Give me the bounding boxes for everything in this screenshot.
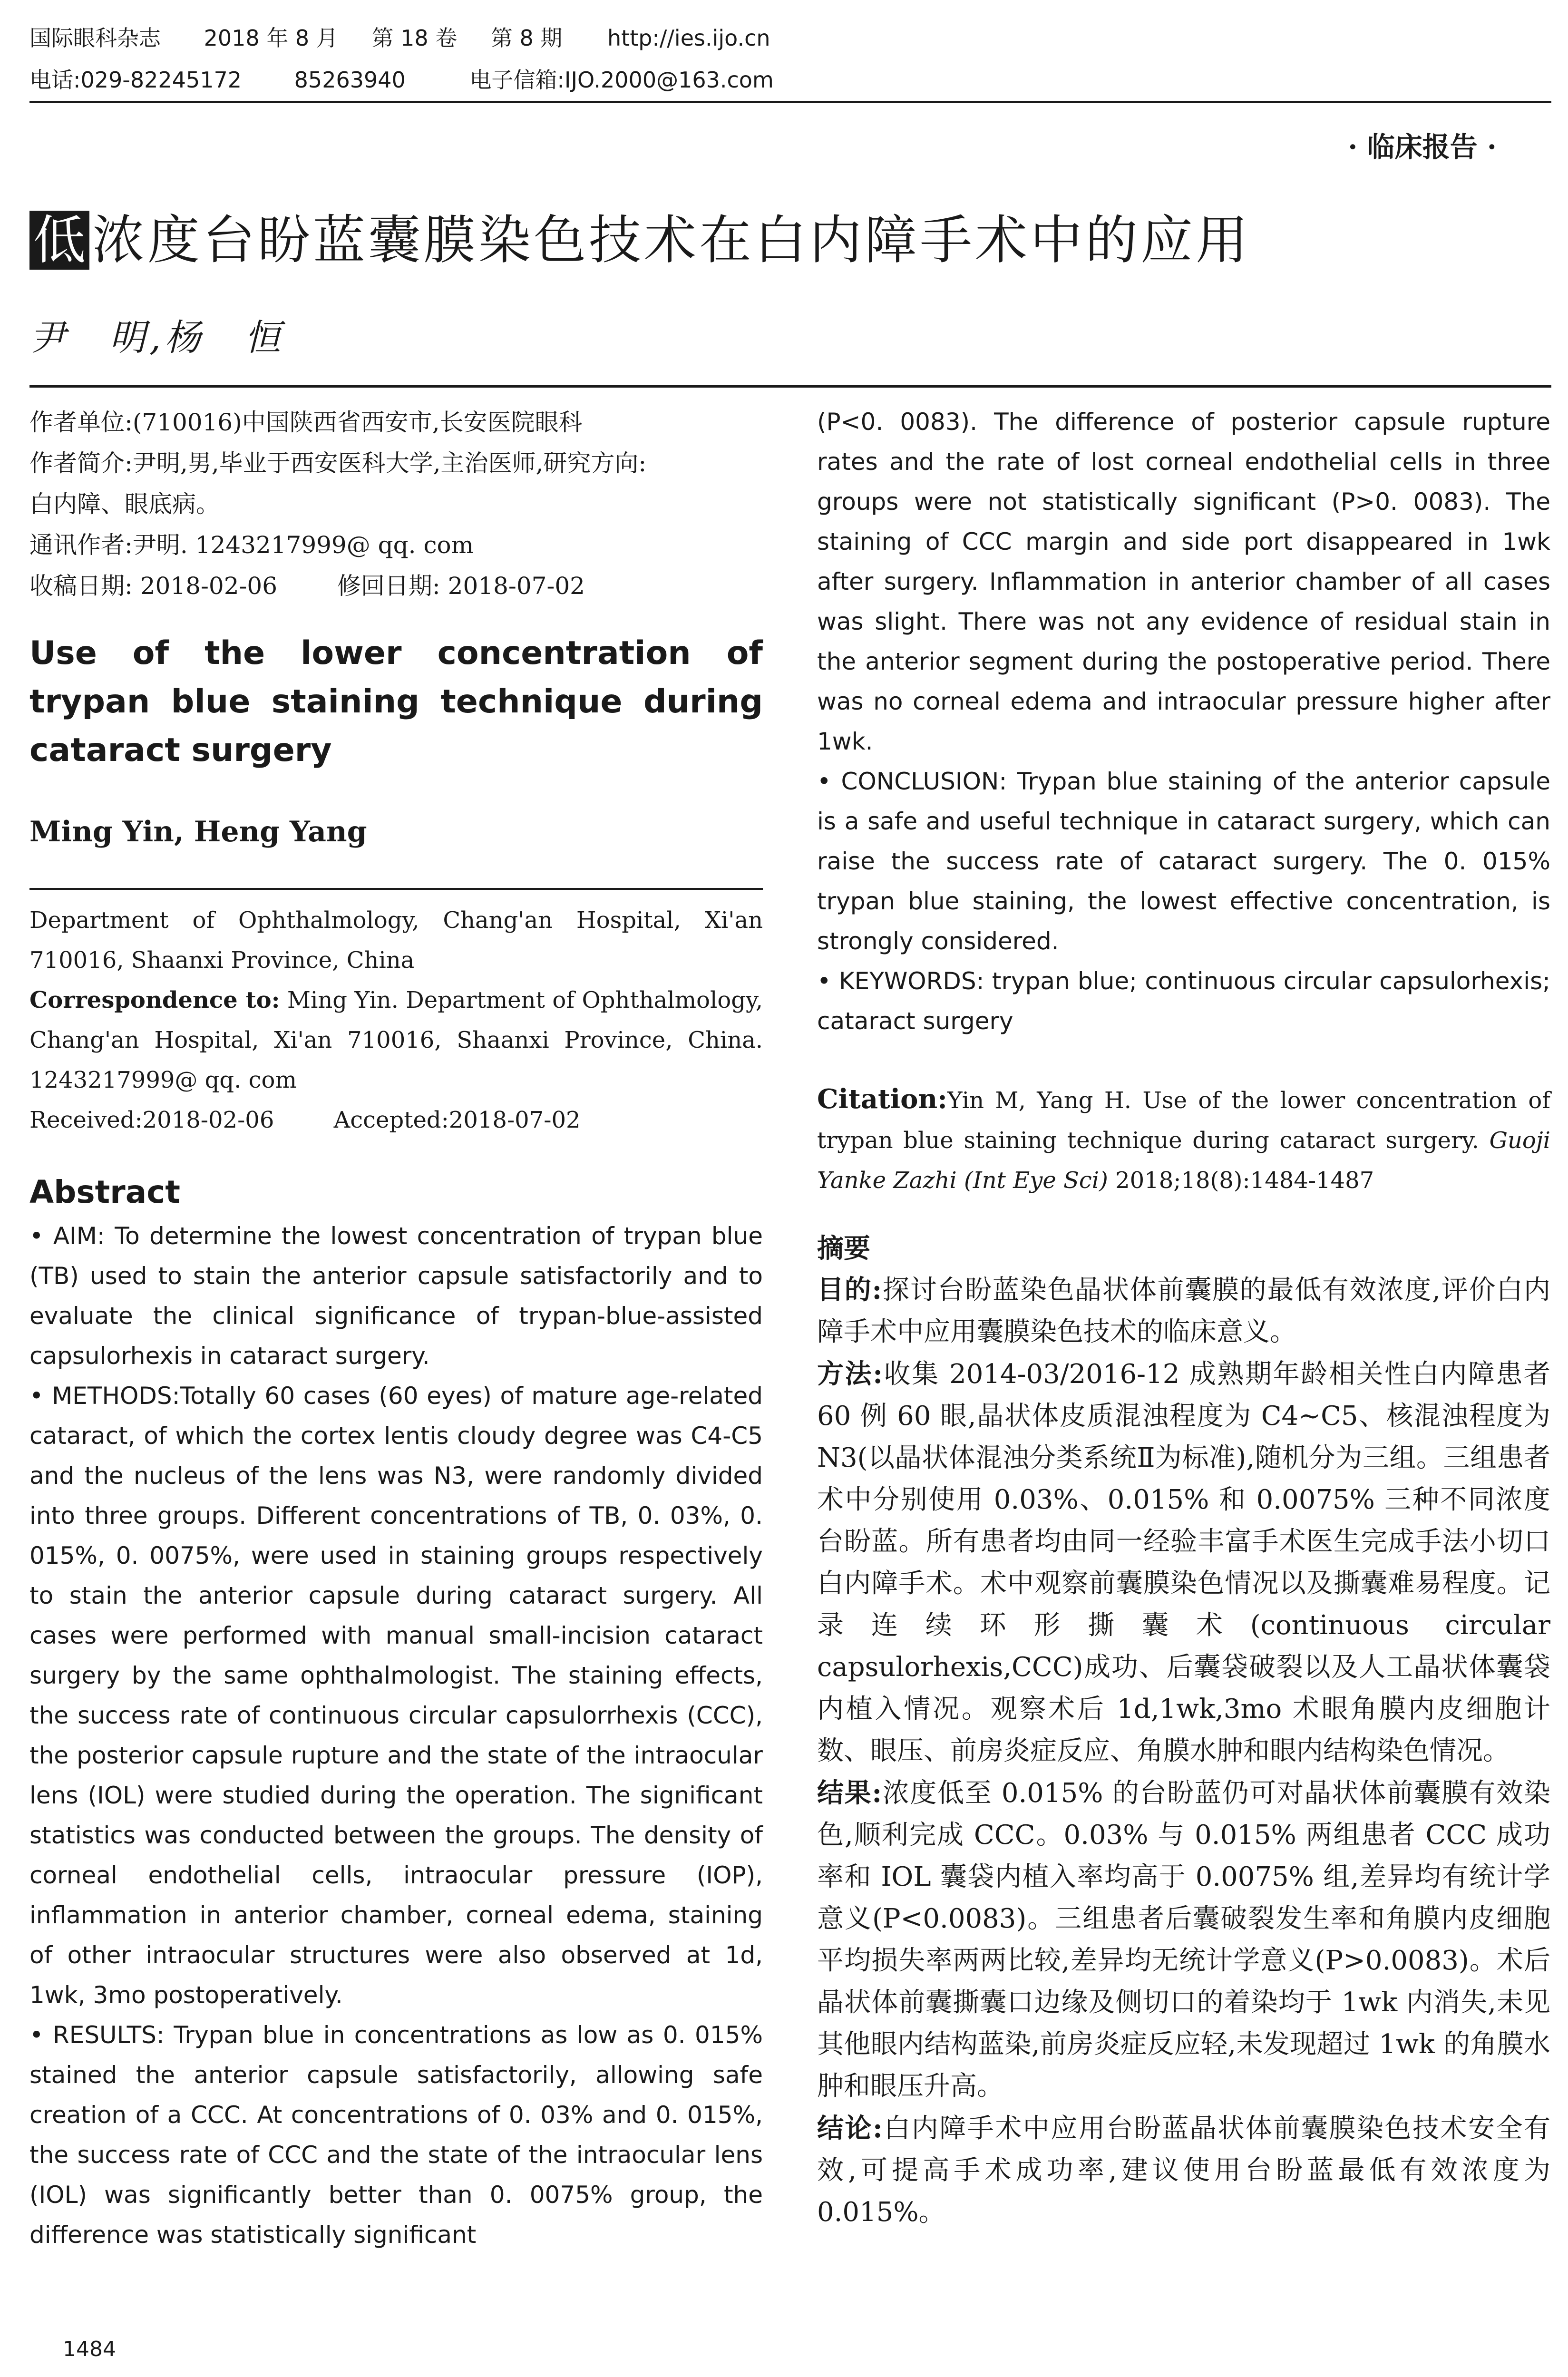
cn-results-text: 浓度低至 0.015% 的台盼蓝仍可对晶状体前囊膜有效染色,顺利完成 CCC。0.03% 与 0.015% 两组患者 CCC 成功率和 IOL 囊袋内植入率均高于 0.0075% 组,差异均有统计学意义(P<0.0083)。三组患者后囊破裂发生率和角膜内皮细胞平均损失率两两比较,差异均无统计学意义(P>0.0083)。术后晶状体前囊撕囊口边缘及侧切口的着染均于 1wk 内消失,未见其他眼内结构蓝染,前房炎症反应轻,未发现超过 1wk 的角膜水肿和眼压升高。	[817, 1778, 1550, 2102]
cn-abstract-results	[817, 1772, 1550, 2107]
dates-en	[29, 1100, 763, 1140]
accepted-en: Accepted:2018-07-02	[333, 1107, 581, 1133]
received-en: Received:2018-02-06	[29, 1107, 274, 1133]
cn-methods-label: 方法:	[817, 1358, 883, 1390]
cn-abstract-conclusion	[817, 2107, 1550, 2233]
received-cn: 收稿日期: 2018-02-06	[29, 572, 278, 600]
running-header-line-1	[29, 24, 770, 52]
cn-abstract-aim	[817, 1269, 1550, 1353]
cn-conclusion-text: 白内障手术中应用台盼蓝晶状体前囊膜染色技术安全有效,可提高手术成功率,建议使用台盼蓝最低有效浓度为 0.015%。	[817, 2113, 1551, 2228]
correspondence-text: Ming Yin. Department of Ophthalmology, Chang'an Hospital, Xi'an 710016, Shaanxi Province, China. 1243217999@ qq. com	[29, 987, 763, 1093]
citation-text: Yin M, Yang H. Use of the lower concentration of trypan blue staining technique during cataract surgery.	[817, 1087, 1550, 1154]
issue-date: 2018 年 8 月	[204, 25, 338, 51]
citation-journal: Guoji Yanke Zazhi (Int Eye Sci)	[817, 1127, 1550, 1194]
cn-aim-label: 目的:	[817, 1274, 882, 1305]
section-label: · 临床报告 ·	[1348, 131, 1497, 163]
abstract-heading: Abstract	[29, 1174, 180, 1210]
en-meta	[29, 900, 763, 1140]
department-en: Department of Ophthalmology, Chang'an Hospital, Xi'an 710016, Shaanxi Province, China	[29, 907, 763, 974]
left-column	[29, 402, 763, 2255]
correspondence-en	[29, 980, 763, 1100]
header-rule	[29, 101, 1551, 103]
volume: 第 18 卷	[371, 25, 458, 51]
abstract-methods: • METHODS:Totally 60 cases (60 eyes) of mature age-related cataract, of which the cortex lentis cloudy degree was C4-C5 and the nucleus of the lens was N3, were randomly divided into three groups. Different concentrations of TB, 0. 03%, 0. 015%, 0. 0075%, were used in staining groups respectively to stain the anterior capsule during cataract surgery. All cases were performed with manual small-incision cataract surgery by the same ophthalmologist. The staining effects, the success rate of continuous circular capsulorrhexis (CCC), the posterior capsule rupture and the state of the intraocular lens (IOL) were studied during the operation. The significant statistics was conducted between the groups. The density of corneal endothelial cells, intraocular pressure (IOP), inflammation in anterior chamber, corneal edema, staining of other intraocular structures were also observed at 1d, 1wk, 3mo postoperatively.	[29, 1382, 763, 2009]
title-cn	[29, 205, 1251, 276]
cn-methods-text: 收集 2014-03/2016-12 成熟期年龄相关性白内障患者 60 例 60 眼,晶状体皮质混浊程度为 C4~C5、核混浊程度为 N3(以晶状体混浊分类系统Ⅱ为标准),随机分为三组。三组患者术中分别使用 0.03%、0.015% 和 0.0075% 三种不同浓度台盼蓝。所有患者均由同一经验丰富手术医生完成手法小切口白内障手术。术中观察前囊膜染色情况以及撕囊难易程度。记录连续环形撕囊术(continuous circular capsulorhexis,CCC)成功、后囊袋破裂以及人工晶状体囊袋内植入情况。观察术后 1d,1wk,3mo 术眼角膜内皮细胞计数、眼压、前房炎症反应、角膜水肿和眼内结构染色情况。	[817, 1359, 1551, 1766]
citation-label: Citation:	[817, 1083, 947, 1115]
page-number: 1484	[63, 2337, 116, 2361]
citation	[817, 1079, 1550, 1200]
citation-details: 2018;18(8):1484-1487	[1108, 1167, 1374, 1194]
title-rest: 浓度台盼蓝囊膜染色技术在白内障手术中的应用	[92, 210, 1251, 271]
authors-rule	[29, 888, 763, 890]
running-header-line-2	[29, 66, 774, 94]
journal-url: http://ies.ijo.cn	[607, 25, 770, 51]
issue-number: 第 8 期	[490, 25, 563, 51]
authors-en: Ming Yin, Heng Yang	[29, 815, 367, 848]
cn-conclusion-label: 结论:	[817, 2113, 883, 2144]
email: 电子信箱:IJO.2000@163.com	[469, 67, 774, 93]
author-bio-1: 作者简介:尹明,男,毕业于西安医科大学,主治医师,研究方向:	[29, 449, 647, 477]
corresponding-author: 通讯作者:尹明. 1243217999@ qq. com	[29, 531, 474, 559]
title-en: Use of the lower concentration of trypan blue staining technique during cataract surgery	[29, 634, 763, 769]
journal-name: 国际眼科杂志	[29, 25, 161, 51]
author-bio-2: 白内障、眼底病。	[29, 490, 220, 518]
author-unit: 作者单位:(710016)中国陕西省西安市,长安医院眼科	[29, 409, 583, 436]
cn-abstract-methods	[817, 1353, 1550, 1772]
abstract-results: • RESULTS: Trypan blue in concentrations as low as 0. 015% stained the anterior capsule satisfactorily, allowing safe creation of a CCC. At concentrations of 0. 03% and 0. 015%, the success rate of CCC and the state of the intraocular lens (IOL) was significantly better than 0. 0075% group, the difference was statistically significant	[29, 2021, 763, 2249]
abstract-results-continued: (P<0. 0083). The difference of posterior capsule rupture rates and the rate of lost corneal endothelial cells in three groups were not statistically significant (P>0. 0083). The staining of CCC margin and side port disappeared in 1wk after surgery. Inflammation in anterior chamber of all cases was slight. There was not any evidence of residual stain in the anterior segment during the postoperative period. There was no corneal edema and intraocular pressure higher after 1wk.	[817, 408, 1550, 755]
revised-cn: 修回日期: 2018-07-02	[337, 572, 585, 600]
right-column	[817, 402, 1550, 2233]
phone: 电话:029-82245172	[29, 67, 242, 93]
cn-abstract-heading: 摘要	[817, 1233, 870, 1264]
cn-meta	[29, 402, 763, 606]
abstract-aim: • AIM: To determine the lowest concentration of trypan blue (TB) used to stain the anterior capsule satisfactorily and to evaluate the clinical significance of trypan-blue-assisted capsulorhexis in cataract surgery.	[29, 1222, 763, 1370]
abstract-conclusion: • CONCLUSION: Trypan blue staining of the anterior capsule is a safe and useful technique in cataract surgery, which can raise the success rate of cataract surgery. The 0. 015% trypan blue staining, the lowest effective concentration, is strongly considered.	[817, 768, 1550, 955]
cn-results-label: 结果:	[817, 1777, 882, 1809]
title-first-char: 低	[29, 211, 89, 270]
phone-2: 85263940	[294, 67, 406, 93]
dates-cn	[29, 565, 763, 606]
title-rule	[29, 385, 1551, 388]
authors-cn: 尹 明,杨 恒	[29, 316, 285, 359]
abstract-keywords: • KEYWORDS: trypan blue; continuous circular capsulorhexis; cataract surgery	[817, 967, 1550, 1035]
correspondence-label: Correspondence to:	[29, 987, 280, 1013]
cn-aim-text: 探讨台盼蓝染色晶状体前囊膜的最低有效浓度,评价白内障手术中应用囊膜染色技术的临床意义。	[817, 1275, 1550, 1347]
